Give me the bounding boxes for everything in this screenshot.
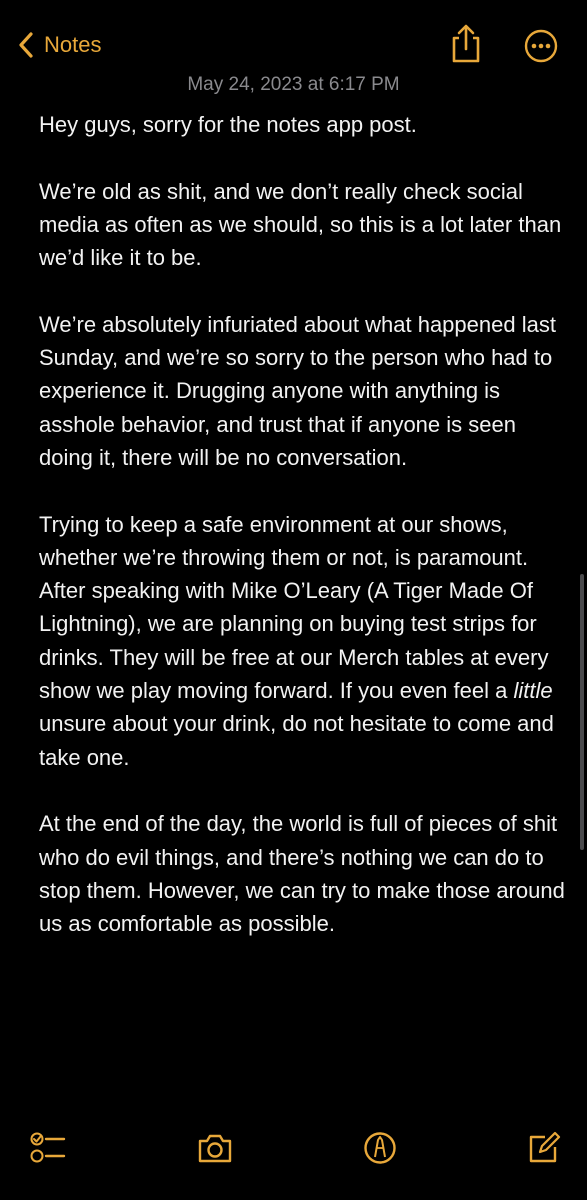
note-paragraph: We’re old as shit, and we don’t really check social media as often as we should, so this is a lot later than we’d like it to be. <box>39 178 562 271</box>
note-body[interactable] <box>39 108 569 974</box>
note-text: Trying to keep a safe environment at our shows, whether we’re throwing them or not, is paramount. After speaking with Mike O’Leary (A Tiger Made Of Lightning), we are planning on buying test strips for drinks. They will be free at our Merch tables at every show we play moving forward. If you even feel a <box>39 511 549 704</box>
note-paragraph: We’re absolutely infuriated about what happened last Sunday, and we’re so sorry to the person who had to experience it. Drugging anyone with anything is asshole behavior, and trust that if anyone is seen doing it, there will be no conversation. <box>39 311 556 470</box>
bottom-toolbar <box>0 1110 587 1180</box>
navigation-bar <box>0 0 587 80</box>
camera-icon <box>195 1128 235 1168</box>
checklist-icon <box>28 1128 68 1168</box>
note-paragraph <box>39 508 569 774</box>
more-button[interactable] <box>524 29 558 63</box>
back-button[interactable] <box>16 28 101 62</box>
share-button[interactable] <box>448 24 484 64</box>
compose-icon <box>524 1128 564 1168</box>
note-date: May 24, 2023 at 6:17 PM <box>187 74 400 95</box>
camera-button[interactable] <box>195 1128 235 1168</box>
markup-button[interactable] <box>360 1128 400 1168</box>
share-icon <box>448 24 484 64</box>
note-text: unsure about your drink, do not hesitate to come and take one. <box>39 711 554 770</box>
note-paragraph: At the end of the day, the world is full of pieces of shit who do evil things, and there’s nothing we can do to stop them. However, we can try to make those around us as comfortable as possible. <box>39 811 565 937</box>
scrollbar[interactable] <box>580 574 584 850</box>
note-italic-text: little <box>513 678 553 704</box>
chevron-left-icon <box>16 30 36 60</box>
checklist-button[interactable] <box>28 1128 68 1168</box>
compose-button[interactable] <box>524 1128 564 1168</box>
markup-pen-icon <box>360 1128 400 1168</box>
note-paragraph: Hey guys, sorry for the notes app post. <box>39 112 417 137</box>
back-label: Notes <box>44 32 102 57</box>
ellipsis-circle-icon <box>524 29 558 63</box>
